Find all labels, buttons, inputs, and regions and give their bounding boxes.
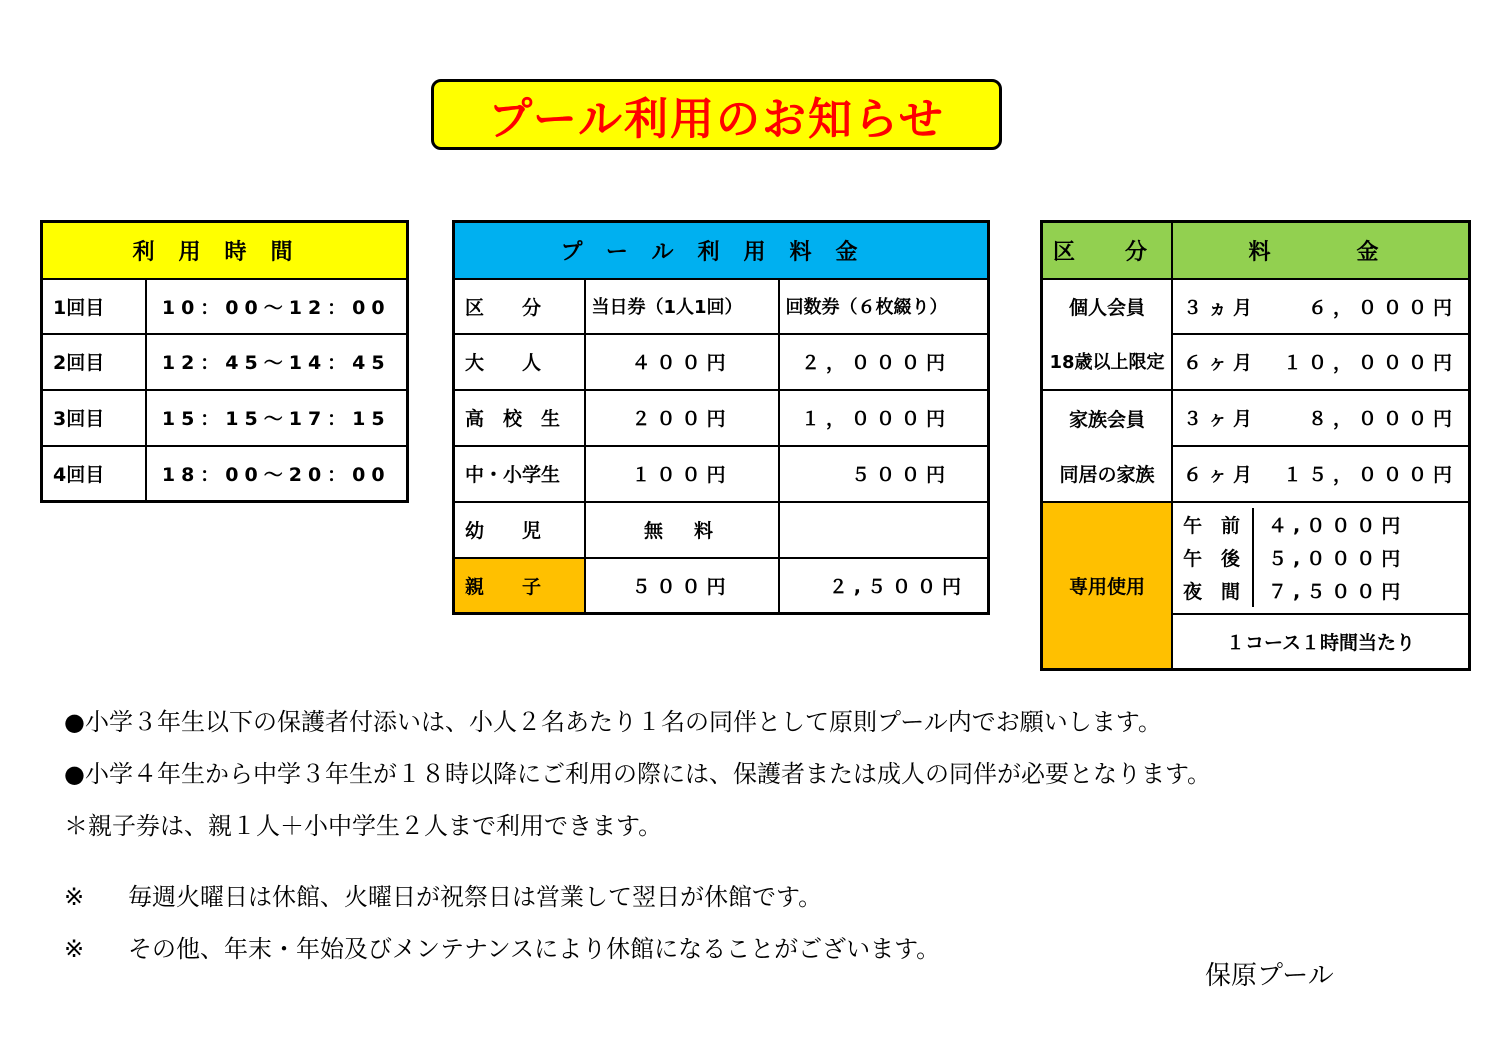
slot-fee: ７,５００円 bbox=[1268, 581, 1407, 603]
column-header: 回数券（６枚綴り） bbox=[779, 279, 989, 334]
closure-line bbox=[64, 929, 940, 964]
individual-sublabel: 18歳以上限定 bbox=[1042, 334, 1173, 390]
table-row bbox=[454, 502, 989, 558]
slot-time: 午 前 bbox=[1173, 508, 1253, 541]
page-title: プール利用のお知らせ bbox=[431, 79, 1002, 150]
fee-table bbox=[452, 220, 990, 615]
note-line: ＊親子券は、親１人＋小中学生２人まで利用できます。 bbox=[64, 812, 663, 840]
slot-fee: ４,０００円 bbox=[1268, 515, 1407, 537]
member-header-fee: 料 金 bbox=[1172, 222, 1470, 279]
fee-multi bbox=[779, 502, 989, 558]
closure-mark: ※ bbox=[64, 883, 85, 911]
closure-text: その他、年末・年始及びメンテナンスにより休館になることがございます。 bbox=[128, 935, 941, 963]
individual-fee-6m: ６ヶ月 １０，０００円 bbox=[1172, 334, 1470, 390]
fee-category: 中・小学生 bbox=[454, 446, 585, 502]
session-label: 3回目 bbox=[42, 390, 146, 446]
private-use-note: １コース１時間当たり bbox=[1172, 614, 1470, 670]
fee-category: 幼 児 bbox=[454, 502, 585, 558]
closure-mark: ※ bbox=[64, 935, 85, 963]
table-row bbox=[42, 446, 408, 502]
session-time: 12：45～14：45 bbox=[146, 334, 408, 390]
table-row bbox=[1173, 508, 1468, 541]
private-slots-table bbox=[1173, 508, 1468, 607]
note-line: ●小学４年生から中学３年生が１８時以降にご利用の際には、保護者または成人の同伴が必要となります。 bbox=[64, 760, 1212, 788]
table-row bbox=[1042, 446, 1470, 502]
fee-multi: １，０００円 bbox=[779, 390, 989, 446]
table-row bbox=[1173, 574, 1468, 607]
table-row bbox=[42, 390, 408, 446]
table-row bbox=[1042, 279, 1470, 334]
fee-multi: ２，０００円 bbox=[779, 334, 989, 390]
slot-fee: ５,０００円 bbox=[1268, 548, 1407, 570]
individual-fee-3m: ３ヵ月 ６，０００円 bbox=[1172, 279, 1470, 334]
family-sublabel: 同居の家族 bbox=[1042, 446, 1173, 502]
family-fee-6m: ６ヶ月 １５，０００円 bbox=[1172, 446, 1470, 502]
table-row bbox=[454, 279, 989, 334]
table-row bbox=[1042, 502, 1470, 614]
session-time: 18：00～20：00 bbox=[146, 446, 408, 502]
table-row bbox=[1042, 390, 1470, 446]
column-header: 当日券（1人1回） bbox=[585, 279, 779, 334]
fee-day: ２００円 bbox=[585, 390, 779, 446]
column-header: 区 分 bbox=[454, 279, 585, 334]
table-row bbox=[1173, 541, 1468, 574]
slot-time: 夜 間 bbox=[1173, 574, 1253, 607]
family-label: 家族会員 bbox=[1042, 390, 1173, 446]
session-label: 1回目 bbox=[42, 279, 146, 334]
slot-time: 午 後 bbox=[1173, 541, 1253, 574]
fee-day: ４００円 bbox=[585, 334, 779, 390]
table-row bbox=[42, 334, 408, 390]
fee-multi: ５００円 bbox=[779, 446, 989, 502]
table-row bbox=[454, 558, 989, 614]
session-time: 10：00～12：00 bbox=[146, 279, 408, 334]
time-table-header: 利用時間 bbox=[42, 222, 408, 279]
facility-name: 保原プール bbox=[1205, 961, 1334, 991]
session-label: 4回目 bbox=[42, 446, 146, 502]
fee-category: 親 子 bbox=[454, 558, 585, 614]
private-slots bbox=[1172, 502, 1470, 614]
member-header-category: 区 分 bbox=[1042, 222, 1173, 279]
fee-category: 高 校 生 bbox=[454, 390, 585, 446]
table-row bbox=[454, 390, 989, 446]
fee-table-header: プール利用料金 bbox=[454, 222, 989, 279]
individual-label: 個人会員 bbox=[1042, 279, 1173, 334]
table-row bbox=[42, 279, 408, 334]
table-row bbox=[1042, 334, 1470, 390]
fee-day: 無 料 bbox=[585, 502, 779, 558]
time-table bbox=[40, 220, 409, 503]
family-fee-3m: ３ヶ月 ８，０００円 bbox=[1172, 390, 1470, 446]
session-label: 2回目 bbox=[42, 334, 146, 390]
private-use-label: 専用使用 bbox=[1042, 502, 1173, 670]
fee-category: 大 人 bbox=[454, 334, 585, 390]
member-table bbox=[1040, 220, 1471, 671]
closure-line bbox=[64, 877, 822, 912]
fee-day: ５００円 bbox=[585, 558, 779, 614]
note-line: ●小学３年生以下の保護者付添いは、小人２名あたり１名の同伴として原則プール内でお願いします。 bbox=[64, 708, 1162, 736]
table-row bbox=[454, 446, 989, 502]
session-time: 15：15～17：15 bbox=[146, 390, 408, 446]
closure-text: 毎週火曜日は休館、火曜日が祝祭日は営業して翌日が休館です。 bbox=[128, 883, 823, 911]
fee-day: １００円 bbox=[585, 446, 779, 502]
table-row bbox=[454, 334, 989, 390]
fee-multi: ２,５００円 bbox=[779, 558, 989, 614]
